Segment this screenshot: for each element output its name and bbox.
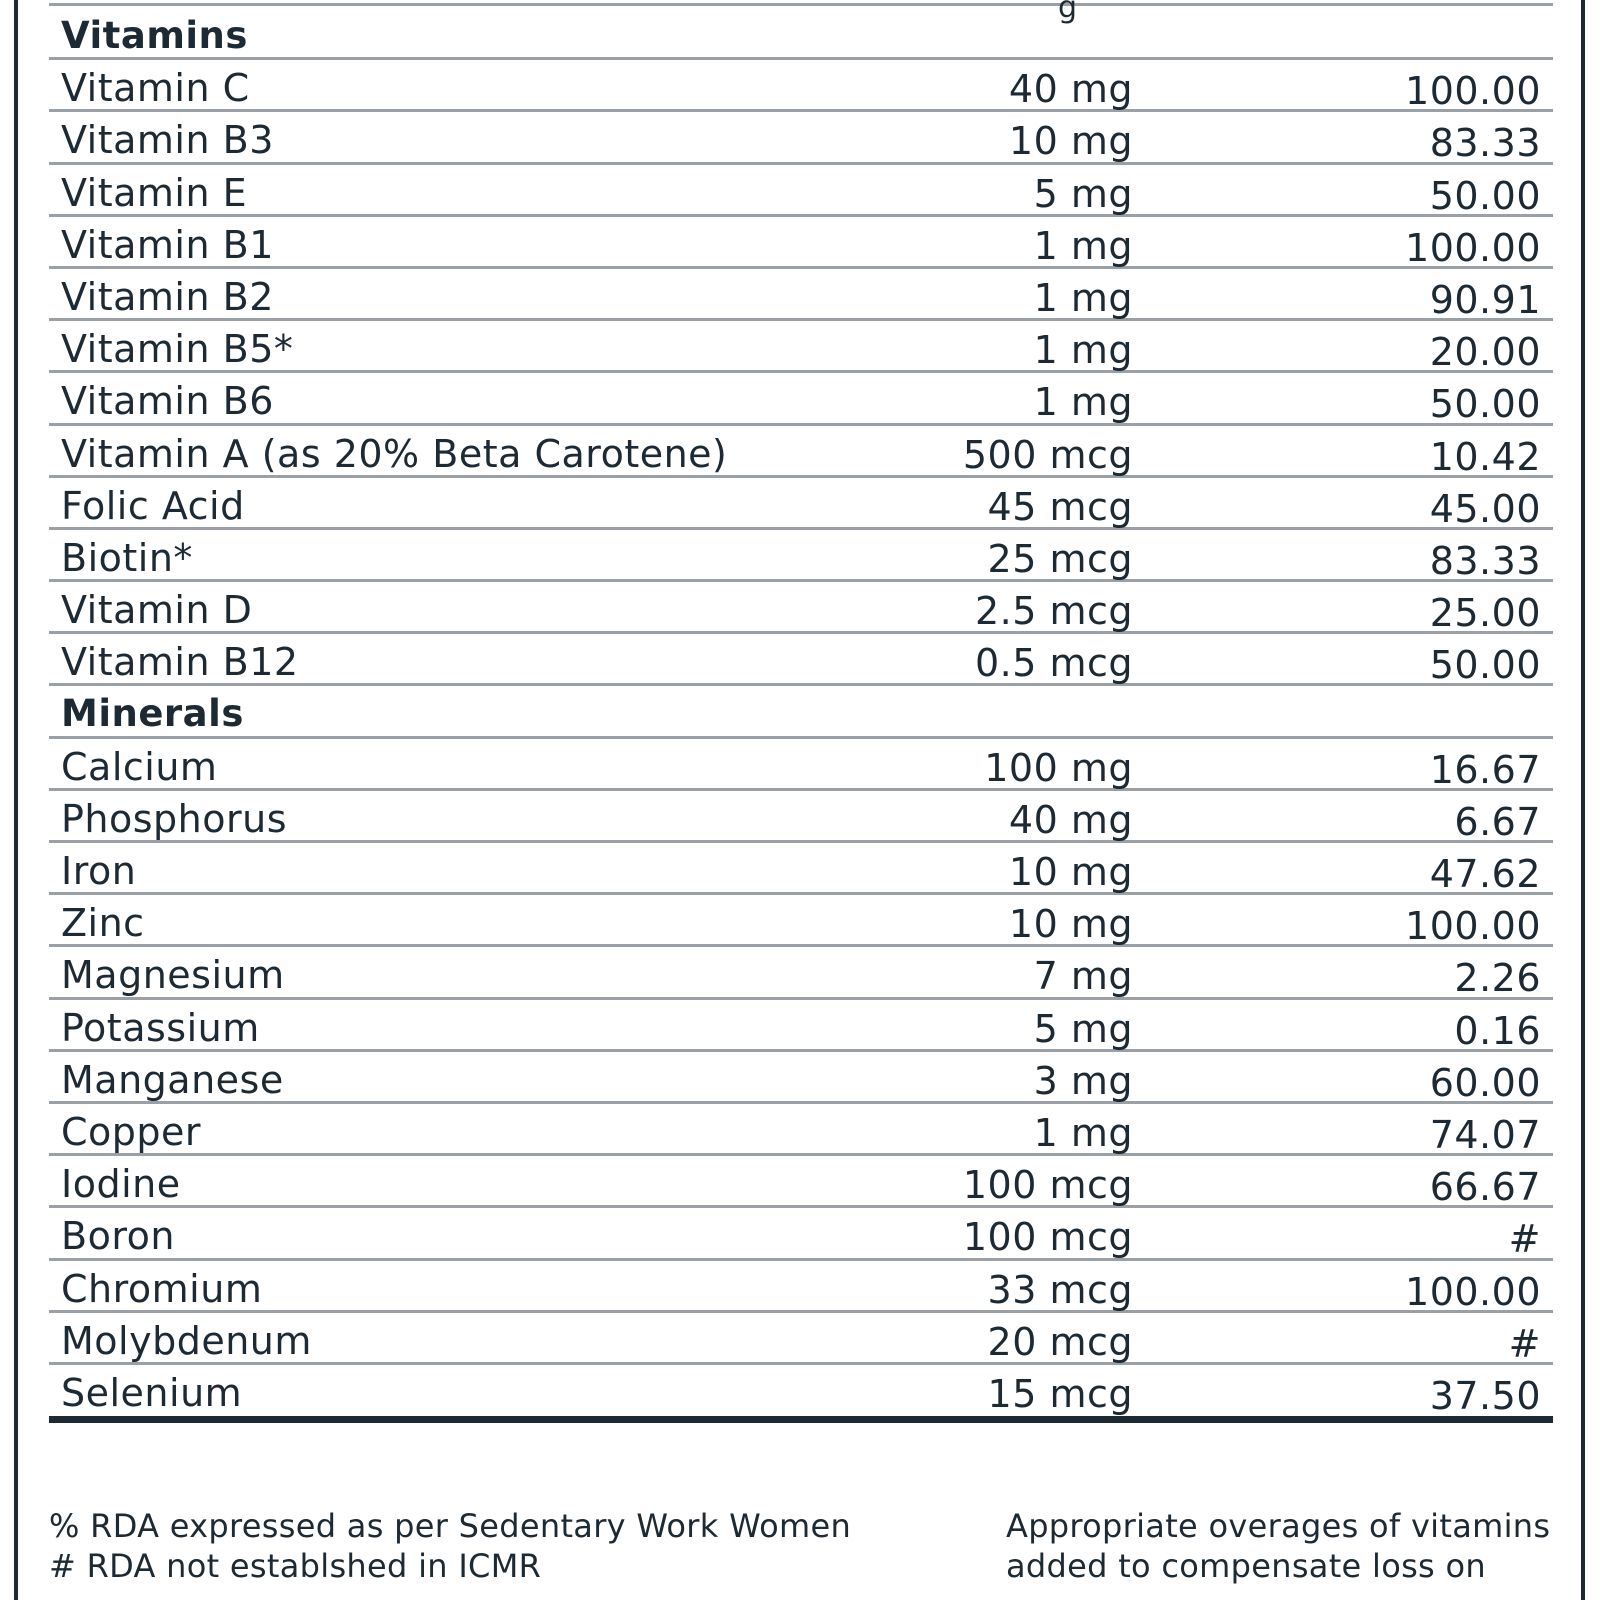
nutrient-row: [49, 634, 1553, 686]
nutrient-name: Selenium: [61, 1370, 243, 1415]
nutrient-row: [49, 947, 1553, 999]
nutrient-row: [49, 321, 1553, 373]
nutrient-name: Iron: [61, 849, 137, 893]
nutrient-rda-percent: #: [1508, 1217, 1541, 1262]
nutrient-name: Vitamin C: [61, 66, 250, 111]
nutrient-name: Phosphorus: [61, 796, 288, 841]
label-frame-left: [14, 0, 18, 1600]
nutrient-amount: 20 mcg: [987, 1319, 1133, 1364]
nutrient-rda-percent: 100.00: [1405, 1269, 1541, 1314]
nutrient-amount: 40 mg: [1008, 67, 1133, 112]
nutrient-name: Potassium: [61, 1005, 260, 1050]
nutrient-row: [49, 478, 1553, 530]
nutrient-rda-percent: 74.07: [1429, 1112, 1541, 1157]
section-title: Vitamins: [61, 14, 248, 57]
nutrient-rda-percent: 10.42: [1429, 434, 1541, 479]
nutrient-amount: 33 mcg: [987, 1267, 1133, 1312]
nutrient-amount: 10 mg: [1008, 902, 1133, 947]
section-header: [49, 8, 1553, 60]
footnote-rda-basis: % RDA expressed as per Sedentary Work Women: [49, 1507, 852, 1545]
nutrient-name: Copper: [61, 1109, 202, 1154]
nutrient-name: Magnesium: [61, 953, 285, 998]
nutrient-name: Vitamin D: [61, 588, 253, 633]
nutrient-rda-percent: 6.67: [1454, 799, 1541, 844]
footnotes-right: [1006, 1506, 1550, 1586]
nutrient-row: [49, 739, 1553, 791]
nutrient-rda-percent: 2.26: [1454, 956, 1541, 1001]
nutrient-amount: 100 mcg: [962, 1163, 1133, 1208]
nutrient-name: Iodine: [61, 1162, 181, 1207]
nutrient-name: Calcium: [61, 744, 218, 789]
nutrient-row: [49, 530, 1553, 582]
nutrient-amount: 3 mg: [1033, 1058, 1133, 1103]
section-header: [49, 686, 1553, 738]
nutrient-amount: 500 mcg: [962, 432, 1133, 477]
nutrient-name: Chromium: [61, 1266, 263, 1311]
nutrient-rda-percent: 50.00: [1429, 382, 1541, 427]
top-divider: [49, 3, 1553, 6]
nutrient-name: Vitamin B2: [61, 274, 274, 319]
nutrient-row: [49, 60, 1553, 112]
nutrient-amount: 1 mg: [1033, 328, 1133, 373]
nutrient-name: Vitamin B5*: [61, 327, 294, 372]
nutrient-name: Vitamin B1: [61, 222, 274, 267]
nutrient-row: [49, 791, 1553, 843]
nutrient-amount: 2.5 mcg: [974, 589, 1133, 634]
nutrient-name: Folic Acid: [61, 483, 245, 528]
nutrient-amount: 40 mg: [1008, 797, 1133, 842]
nutrient-row: [49, 1261, 1553, 1313]
nutrient-row: [49, 895, 1553, 947]
nutrient-rda-percent: 37.50: [1429, 1373, 1541, 1418]
nutrient-rda-percent: 83.33: [1429, 538, 1541, 583]
nutrient-row: [49, 1156, 1553, 1208]
nutrient-amount: 0.5 mcg: [974, 641, 1133, 686]
nutrient-amount: 25 mcg: [987, 536, 1133, 581]
nutrient-row: [49, 1365, 1553, 1423]
nutrient-row: [49, 582, 1553, 634]
nutrient-amount: 10 mg: [1008, 119, 1133, 164]
nutrient-rda-percent: 100.00: [1405, 225, 1541, 270]
nutrient-rda-percent: 100.00: [1405, 904, 1541, 949]
nutrient-row: [49, 1208, 1553, 1260]
nutrient-rda-percent: 0.16: [1454, 1008, 1541, 1053]
nutrient-amount: 45 mcg: [987, 484, 1133, 529]
nutrient-rda-percent: 50.00: [1429, 643, 1541, 688]
nutrient-name: Vitamin B12: [61, 640, 299, 685]
nutrient-row: [49, 1000, 1553, 1052]
nutrient-row: [49, 1313, 1553, 1365]
nutrient-table: [49, 8, 1553, 1423]
section-title: Minerals: [61, 692, 244, 736]
label-frame-right: [1581, 0, 1585, 1600]
nutrient-name: Vitamin B3: [61, 118, 274, 163]
nutrient-name: Vitamin E: [61, 170, 248, 215]
nutrient-rda-percent: #: [1508, 1321, 1541, 1366]
nutrient-amount: 100 mg: [984, 745, 1133, 790]
nutrient-amount: 7 mg: [1033, 954, 1133, 999]
footnote-overages-line-2: added to compensate loss on: [1006, 1547, 1486, 1585]
nutrient-rda-percent: 83.33: [1429, 121, 1541, 166]
footnote-overages-line-1: Appropriate overages of vitamins: [1006, 1507, 1551, 1545]
nutrient-amount: 5 mg: [1033, 171, 1133, 216]
nutrient-name: Biotin*: [61, 535, 193, 580]
nutrient-name: Molybdenum: [61, 1318, 312, 1363]
nutrient-rda-percent: 45.00: [1429, 486, 1541, 531]
nutrient-amount: 1 mg: [1033, 380, 1133, 425]
nutrient-amount: 15 mcg: [987, 1371, 1133, 1416]
nutrient-rda-percent: 25.00: [1429, 591, 1541, 636]
nutrient-amount: 1 mg: [1033, 275, 1133, 320]
nutrient-row: [49, 112, 1553, 164]
nutrient-rda-percent: 66.67: [1429, 1165, 1541, 1210]
nutrient-rda-percent: 47.62: [1429, 852, 1541, 896]
nutrient-rda-percent: 90.91: [1429, 277, 1541, 322]
nutrient-row: [49, 1052, 1553, 1104]
nutrient-rda-percent: 20.00: [1429, 330, 1541, 375]
nutrient-amount: 1 mg: [1033, 1110, 1133, 1155]
nutrient-name: Zinc: [61, 901, 145, 946]
nutrient-amount: 1 mg: [1033, 223, 1133, 268]
nutrient-row: [49, 165, 1553, 217]
nutrient-rda-percent: 16.67: [1429, 747, 1541, 792]
nutrient-row: [49, 269, 1553, 321]
nutrient-row: [49, 1104, 1553, 1156]
footnote-rda-not-established: # RDA not establshed in ICMR: [49, 1547, 542, 1585]
nutrient-row: [49, 426, 1553, 478]
nutrient-row: [49, 373, 1553, 425]
top-partial-amount: g: [1058, 0, 1078, 25]
nutrient-rda-percent: 50.00: [1429, 173, 1541, 218]
nutrient-rda-percent: 100.00: [1405, 69, 1541, 114]
nutrient-amount: 5 mg: [1033, 1006, 1133, 1051]
nutrient-amount: 10 mg: [1008, 850, 1133, 894]
nutrient-name: Vitamin A (as 20% Beta Carotene): [61, 431, 728, 476]
nutrient-amount: 100 mcg: [962, 1215, 1133, 1260]
footnotes-left: [49, 1506, 851, 1586]
nutrient-row: [49, 217, 1553, 269]
nutrient-row: [49, 843, 1553, 895]
nutrient-rda-percent: 60.00: [1429, 1060, 1541, 1105]
nutrient-name: Boron: [61, 1214, 175, 1259]
nutrient-name: Vitamin B6: [61, 379, 274, 424]
nutrient-name: Manganese: [61, 1057, 284, 1102]
